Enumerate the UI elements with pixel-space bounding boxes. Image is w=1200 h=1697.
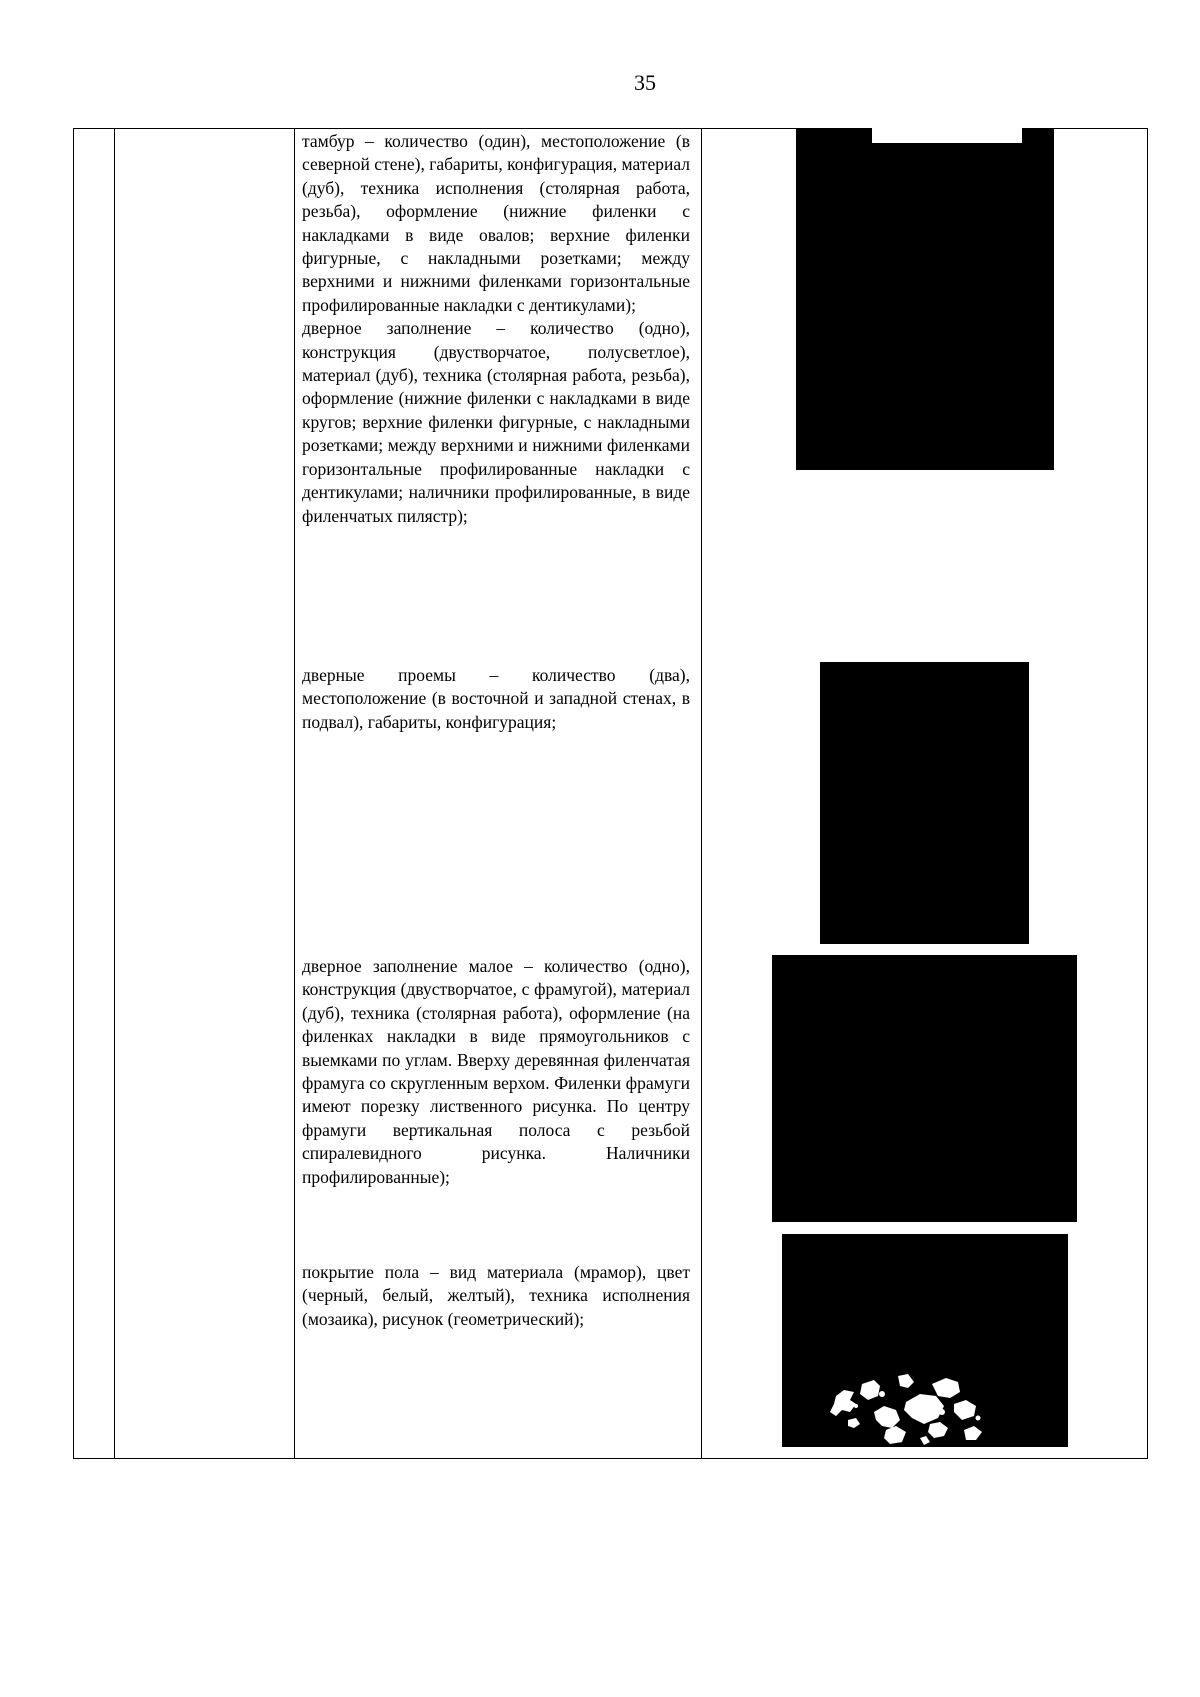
photo-floor-mosaic bbox=[782, 1234, 1068, 1447]
mosaic-highlights bbox=[782, 1234, 1068, 1447]
description-cell-tambour bbox=[302, 130, 690, 528]
photo-tambour-door bbox=[796, 128, 1054, 470]
paragraph-tambour: тамбур – количество (один), местоположение (в северной стене), габариты, конфигурация, материал (дуб), техника исполнения (столярная работа, резьба), оформление (нижние филенки с накладками в виде овалов; верхние филенки фигурные, с накладными розетками; между верхними и нижними филенками горизонтальные профилированные накладки с дентикулами); bbox=[302, 131, 690, 315]
page-number: 35 bbox=[634, 70, 656, 95]
photo-highlight bbox=[872, 128, 1022, 143]
description-cell-small-door bbox=[302, 955, 690, 1189]
photo-small-door bbox=[772, 955, 1077, 1222]
description-cell-floor bbox=[302, 1261, 690, 1331]
photo-doorway bbox=[820, 662, 1029, 944]
paragraph-doorways: дверные проемы – количество (два), местоположение (в восточной и западной стенах, в подвал), габариты, конфигурация; bbox=[302, 665, 690, 732]
column-divider bbox=[114, 129, 115, 1458]
column-divider bbox=[294, 129, 295, 1458]
paragraph-door-filling: дверное заполнение – количество (одно), конструкция (двустворчатое, полусветлое), материал (дуб), техника (столярная работа, резьба), оформление (нижние филенки с накладками в виде кругов; верхние филенки фигурные, с накладными розетками; между верхними и нижними филенками горизонтальные профилированные накладки с дентикулами; наличники профилированные, в виде филенчатых пилястр); bbox=[302, 318, 690, 526]
paragraph-small-door: дверное заполнение малое – количество (одно), конструкция (двустворчатое, с фрамугой), материал (дуб), техника (столярная работа), оформление (на филенках накладки в виде прямоугольников с выемками по углам. Вверху деревянная филенчатая фрамуга со скругленным верхом. Филенки фрамуги имеют порезку лиственного рисунка. По центру фрамуги вертикальная полоса с резьбой спиралевидного рисунка. Наличники профилированные); bbox=[302, 956, 690, 1187]
paragraph-floor-covering: покрытие пола – вид материала (мрамор), цвет (черный, белый, желтый), техника исполнения (мозаика), рисунок (геометрический); bbox=[302, 1262, 690, 1329]
description-cell-doorways bbox=[302, 664, 690, 734]
column-divider bbox=[701, 129, 702, 1458]
